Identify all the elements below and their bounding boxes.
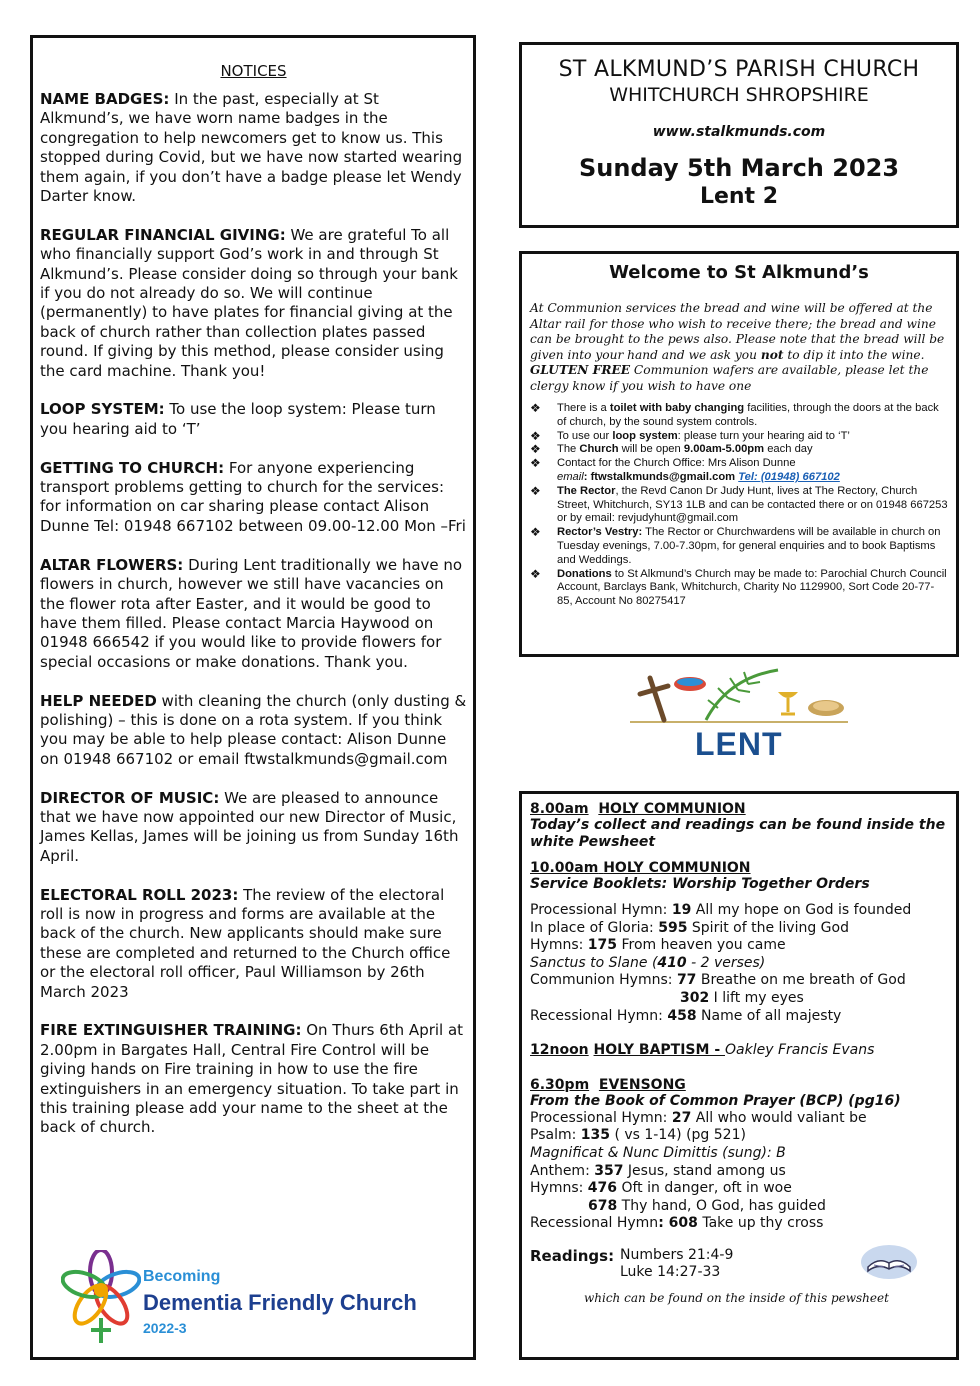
hymn-label: Psalm: [530,1127,581,1144]
hymn-number: 357 [594,1162,624,1179]
liturgical-day: Lent 2 [699,184,779,209]
info-bold: Rector’s Vestry: [557,526,643,539]
hymn-number: 410 [657,954,687,971]
hymn-title: Take up thy cross [697,1215,824,1232]
welcome-panel [519,251,959,657]
notice-text: The review of the electoral roll is now in progress and forms are available at the back of the church. New applicants should make sure these are completed and returned to the Church office or the electoral roll officer, Paul Williamson by 26th March 2023 [40,885,451,1001]
hymn-line [530,937,948,955]
hymn-title: All my hope on God is founded [691,902,912,918]
service-1-name: HOLY COMMUNION [598,801,746,817]
service-2-note: Service Booklets: Worship Together Orders [530,876,870,892]
notice-item [40,400,467,439]
hymn-italic: - 2 verses) [686,954,766,971]
notice-title: HELP NEEDED [40,691,157,710]
hymn-label: Hymns: [530,1180,588,1197]
notice-item [40,1021,467,1137]
hymn-number: 77 [676,972,697,989]
office-phone-link[interactable]: Tel: (01948) 667102 [738,470,840,483]
intro-text-c: Communion wafers are available, please let the clergy know if you wish to have one [530,363,929,393]
lent-symbols-icon [628,668,850,728]
notices-panel [30,35,476,1360]
logo-line-1: Becoming [143,1268,221,1285]
church-name: ST ALKMUND’S PARISH CHURCH [558,57,920,82]
info-text: The Rector or Churchwardens will be available in church on Tuesday evenings, 7.00-7.30pm, for general enquiries and to book Baptisms and Weddings. [557,526,941,566]
hymn-line [530,1145,948,1163]
notice-text: For anyone experiencing transport problems getting to church for the services: for information on car sharing please contact Alison Dunne Tel: 01948 667102 between 09.00-12.00 Mon –Fri [40,458,466,535]
readings-label: Readings: [530,1246,615,1265]
hymn-title: All who would valiant be [691,1109,867,1126]
service-1-note: Today’s collect and readings can be found inside the white Pewsheet [530,817,946,850]
diamond-bullet-icon: ❖ [530,442,541,457]
notices-list [40,90,467,1138]
welcome-title: Welcome to St Alkmund’s [609,262,869,283]
logo-line-3: 2022-3 [143,1320,187,1336]
hymn-line [530,1110,948,1128]
diamond-bullet-icon: ❖ [530,456,541,471]
service-4-time: 6.30pm [530,1076,590,1093]
service-3-dash: - [709,1042,726,1059]
service-2-name: HOLY COMMUNION [603,860,751,876]
notice-text: with cleaning the church (only dusting & polishing) – this is done on a rota system. If you think you may be able to help please contact: Alison Dunne on 01948 667102 or email ftwstalkmunds@gmail.com [40,691,467,768]
intro-not: not [760,347,784,362]
info-text: There is a [557,402,610,414]
service-3-candidate: Oakley Francis Evans [725,1042,875,1059]
hymn-line [530,902,948,920]
hymn-italic: Sanctus to Slane ( [530,954,658,971]
info-text: facilities, through the doors at the back of church, by the sound system controls. [557,402,939,428]
hymn-title: Jesus, stand among us [623,1162,786,1179]
hymn-number: 458 [667,1007,697,1024]
service-1-heading [530,801,948,817]
hymn-italic: Magnificat & Nunc Dimittis (sung): B [530,1144,786,1161]
bible-icon [860,1243,918,1281]
hymn-label: Processional Hymn: [530,1109,672,1126]
dementia-friendly-logo [61,1250,451,1345]
hymn-line [530,1008,948,1026]
hymn-line [530,1127,948,1145]
notice-title: REGULAR FINANCIAL GIVING: [40,225,286,244]
service-date: Sunday 5th March 2023 [578,154,900,182]
diamond-bullet-icon: ❖ [530,525,541,540]
logo-line-2: Dementia Friendly Church [143,1290,417,1315]
welcome-info-list [530,402,948,609]
hymn-label: Recessional Hymn: [530,1007,668,1024]
info-item [530,457,948,485]
service-4-note: From the Book of Common Prayer (BCP) (pg16) [530,1092,901,1109]
readings-footnote: which can be found on the inside of this pewsheet [584,1290,889,1305]
hymn-title: Breathe on me breath of God [696,972,906,989]
service-2-heading [530,860,948,876]
notice-title: NAME BADGES: [40,90,170,108]
hymn-line [530,972,948,990]
hymn-line [530,1180,948,1198]
info-bold: toilet with baby changing [609,402,745,414]
hymn-label: Processional Hymn: [530,902,672,918]
intro-gluten-free: GLUTEN FREE [530,363,631,377]
hymn-title: Name of all majesty [696,1007,842,1024]
church-header [519,42,959,228]
readings [530,1247,948,1305]
hymn-label: Anthem: [530,1162,595,1179]
info-bold: The Rector [557,484,616,497]
intro-text-a: At Communion services the bread and wine will be offered at the Altar rail for those who wish to receive there; the bread and wine can be brought to the pews also. Please note that the bread will be given into your hand and we ask you [530,301,945,362]
notice-item [40,459,467,537]
hymn-title: Oft in danger, oft in woe [617,1180,792,1197]
hymn-line [530,955,948,973]
church-website[interactable]: www.stalkmunds.com [652,124,826,140]
service-2-hymn-list [530,902,948,1025]
notice-title: LOOP SYSTEM: [40,400,165,419]
info-item [530,485,948,526]
hymn-number: 27 [671,1109,692,1126]
hymn-label: Hymns: [530,937,588,954]
lent-logo [628,668,850,762]
notice-text: In the past, especially at St Alkmund’s, we have worn name badges in the congregation to help newcomers get to know us. This stopped during Covid, but we have now started wearing them again, if you don’t have a badge please let Wendy Darter know. [40,90,463,206]
diamond-bullet-icon: ❖ [530,401,541,415]
notice-title: FIRE EXTINGUISHER TRAINING: [40,1021,302,1040]
service-4-name: EVENSONG [598,1076,686,1093]
info-item [530,568,948,609]
flower-icon [61,1250,141,1345]
hymn-label: Recessional Hymn [530,1215,659,1232]
services-panel [519,791,959,1360]
hymn-number: : 608 [658,1215,698,1232]
service-2-time: 10.00am [530,860,599,876]
hymn-number: 19 [671,902,692,918]
info-item [530,402,948,430]
hymn-line [530,1215,948,1233]
info-bold: loop system [612,429,678,442]
info-text: Contact for the Church Office: Mrs Alison Dunne [557,457,796,470]
intro-text-b: to dip it into the wine. [783,347,925,362]
info-bold: 9.00am-5.00pm [683,443,765,456]
notice-item [40,90,467,206]
info-bold: Donations [557,567,612,580]
hymn-title: Thy hand, O God, has guided [617,1197,826,1214]
service-3-name: HOLY BAPTISM [593,1042,710,1059]
notices-heading: NOTICES [220,62,287,80]
hymn-line [530,1198,948,1216]
hymn-label: Communion Hymns: [530,972,677,989]
info-item [530,443,948,457]
welcome-intro [530,301,948,394]
lent-word: LENT [695,726,783,762]
church-town: WHITCHURCH SHROPSHIRE [609,84,869,106]
reading-2: Luke 14:27-33 [620,1263,721,1280]
notice-text: We are pleased to announce that we have now appointed our new Director of Music, James Kellas, James will be joining us from Sunday 16th April. [40,788,459,865]
diamond-bullet-icon: ❖ [530,566,541,581]
notice-title: ALTAR FLOWERS: [40,555,184,574]
notice-item [40,886,467,1002]
hymn-line [530,1163,948,1181]
info-text: : please turn your hearing aid to ‘T’ [677,429,850,442]
email-label: email [557,470,584,483]
info-text: The [557,443,580,456]
service-3-heading [530,1042,948,1060]
diamond-bullet-icon: ❖ [530,428,541,443]
notice-item [40,556,467,672]
notice-item [40,789,467,867]
hymn-title: ( vs 1-14) (pg 521) [610,1127,746,1144]
hymn-number: 595 [658,919,688,936]
notice-text: On Thurs 6th April at 2.00pm in Bargates Hall, Central Fire Control will be giving hands on Fire training in how to use the fire extinguishers in an emergency situation. To take part in this training please add your name to the sheet at the back of church. [40,1021,464,1137]
info-text: each day [764,443,813,456]
info-item [530,526,948,567]
office-email[interactable]: : ftwstalkmunds@gmail.com [583,470,739,483]
notice-item [40,692,467,770]
info-item [530,430,948,444]
notice-title: ELECTORAL ROLL 2023: [40,885,239,904]
service-4-heading [530,1077,948,1093]
info-text: , the Revd Canon Dr Judy Hunt, lives at The Rectory, Church Street, Whitchurch, SY13 1LB and can be contacted there or on 01948 667253 or by email: revjudyhunt@gmail.com [557,484,948,525]
diamond-bullet-icon: ❖ [530,483,541,498]
info-text: will be open [618,443,684,456]
info-text: To use our [557,429,613,442]
reading-1: Numbers 21:4-9 [620,1246,734,1263]
notice-text: To use the loop system: Please turn you hearing aid to ‘T’ [40,400,436,438]
hymn-line [530,990,948,1008]
hymn-title: I lift my eyes [709,989,804,1006]
notice-text: During Lent traditionally we have no flowers in church, however we still have vacancies on the flower rota after Easter, and it would be good to have them filled. Please contact Marcia Haywood on 01948 666542 if you would like to provide flowers for special occasions or make donations. Thank you. [40,555,463,671]
hymn-number: 476 [587,1180,618,1197]
notice-title: DIRECTOR OF MUSIC: [40,788,220,807]
hymn-line [530,920,948,938]
info-bold: Church [579,443,619,456]
service-1-time: 8.00am [530,801,589,817]
notice-item [40,226,467,381]
hymn-number: 678 [588,1197,618,1214]
hymn-number: 175 [587,937,618,954]
service-3-time: 12noon [530,1042,589,1059]
notice-title: GETTING TO CHURCH: [40,458,225,477]
hymn-title: Spirit of the living God [687,919,849,936]
hymn-label: In place of Gloria: [530,919,659,936]
hymn-number: 302 [680,989,710,1006]
info-text: to St Alkmund’s Church may be made to: Parochial Church Council Account, Barclays Bank, Whitchurch, Charity No 1129900, Sort Code 20-77-85, Account No 80275417 [557,567,947,608]
service-4-hymn-list [530,1110,948,1233]
hymn-number: 135 [580,1127,610,1144]
hymn-title: From heaven you came [617,937,786,954]
notice-text: We are grateful To all who financially support God’s work in and through St Alkmund’s. Please consider doing so through your bank if you do not already do so. We will continue (permanently) to have plates for financial giving at the back of church rather than collection plates passed round. If giving by this method, please consider using the card machine. Thank you! [40,225,458,380]
